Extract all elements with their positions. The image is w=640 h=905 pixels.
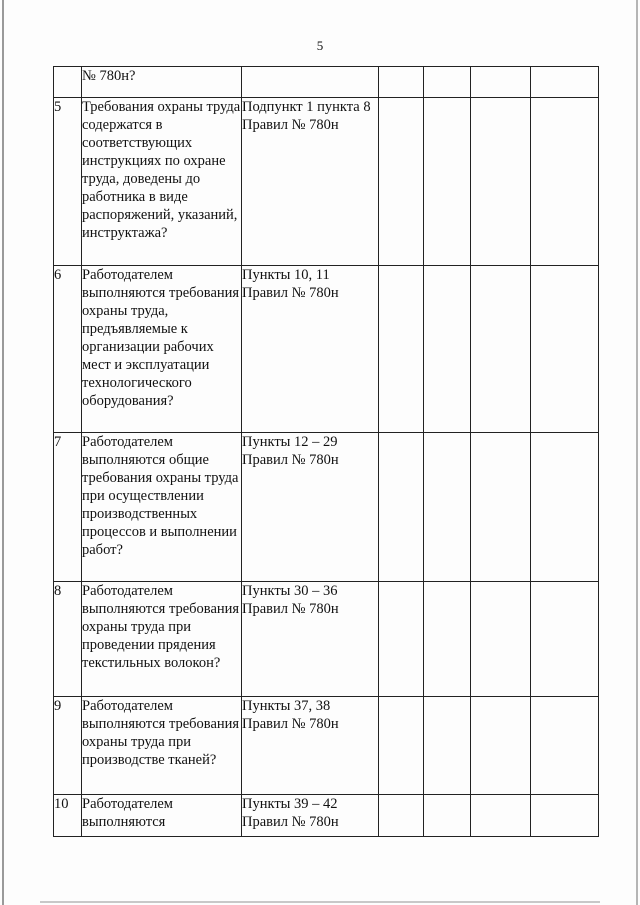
answer-na-cell	[471, 433, 531, 582]
page-number: 5	[316, 38, 324, 53]
answer-yes-cell	[379, 266, 424, 433]
question-cell: Работодателем выполняются требования охраны труда, предъявляемые к организации рабочих мест и эксплуатации технологического оборудования?	[82, 266, 242, 433]
question-cell: № 780н?	[82, 67, 242, 98]
row-number	[54, 67, 82, 98]
answer-no-cell	[424, 266, 471, 433]
row-number: 6	[54, 266, 82, 433]
question-cell: Работодателем выполняются	[82, 795, 242, 837]
answer-yes-cell	[379, 433, 424, 582]
reference-cell: Пункты 37, 38 Правил № 780н	[242, 697, 379, 795]
row-number: 10	[54, 795, 82, 837]
table-row	[54, 433, 599, 582]
table-row	[54, 795, 599, 837]
scan-edge-bottom	[40, 901, 600, 903]
reference-cell: Пункты 12 – 29 Правил № 780н	[242, 433, 379, 582]
answer-no-cell	[424, 582, 471, 697]
answer-yes-cell	[379, 98, 424, 266]
answer-na-cell	[471, 98, 531, 266]
note-cell	[531, 582, 599, 697]
answer-no-cell	[424, 433, 471, 582]
answer-yes-cell	[379, 697, 424, 795]
row-number: 9	[54, 697, 82, 795]
answer-yes-cell	[379, 67, 424, 98]
row-number: 5	[54, 98, 82, 266]
answer-no-cell	[424, 98, 471, 266]
reference-cell: Пункты 10, 11 Правил № 780н	[242, 266, 379, 433]
question-cell: Работодателем выполняются общие требования охраны труда при осуществлении производственных процессов и выполнении работ?	[82, 433, 242, 582]
table-row	[54, 582, 599, 697]
table-row	[54, 697, 599, 795]
table-row	[54, 98, 599, 266]
note-cell	[531, 433, 599, 582]
note-cell	[531, 67, 599, 98]
table-row	[54, 67, 599, 98]
answer-no-cell	[424, 67, 471, 98]
answer-no-cell	[424, 795, 471, 837]
table-row	[54, 266, 599, 433]
answer-na-cell	[471, 67, 531, 98]
note-cell	[531, 98, 599, 266]
note-cell	[531, 697, 599, 795]
answer-yes-cell	[379, 795, 424, 837]
answer-na-cell	[471, 266, 531, 433]
reference-cell: Пункты 30 – 36 Правил № 780н	[242, 582, 379, 697]
reference-cell	[242, 67, 379, 98]
answer-na-cell	[471, 795, 531, 837]
checklist-table	[53, 66, 599, 837]
scan-edge-left	[2, 0, 4, 905]
answer-yes-cell	[379, 582, 424, 697]
answer-na-cell	[471, 697, 531, 795]
question-cell: Работодателем выполняются требования охраны труда при проведении прядения текстильных волокон?	[82, 582, 242, 697]
reference-cell: Подпункт 1 пункта 8 Правил № 780н	[242, 98, 379, 266]
row-number: 8	[54, 582, 82, 697]
row-number: 7	[54, 433, 82, 582]
scan-edge-right	[636, 0, 638, 905]
answer-na-cell	[471, 582, 531, 697]
question-cell: Работодателем выполняются требования охраны труда при производстве тканей?	[82, 697, 242, 795]
reference-cell: Пункты 39 – 42 Правил № 780н	[242, 795, 379, 837]
answer-no-cell	[424, 697, 471, 795]
question-cell: Требования охраны труда содержатся в соответствующих инструкциях по охране труда, доведены до работника в виде распоряжений, указаний, инструктажа?	[82, 98, 242, 266]
note-cell	[531, 795, 599, 837]
note-cell	[531, 266, 599, 433]
